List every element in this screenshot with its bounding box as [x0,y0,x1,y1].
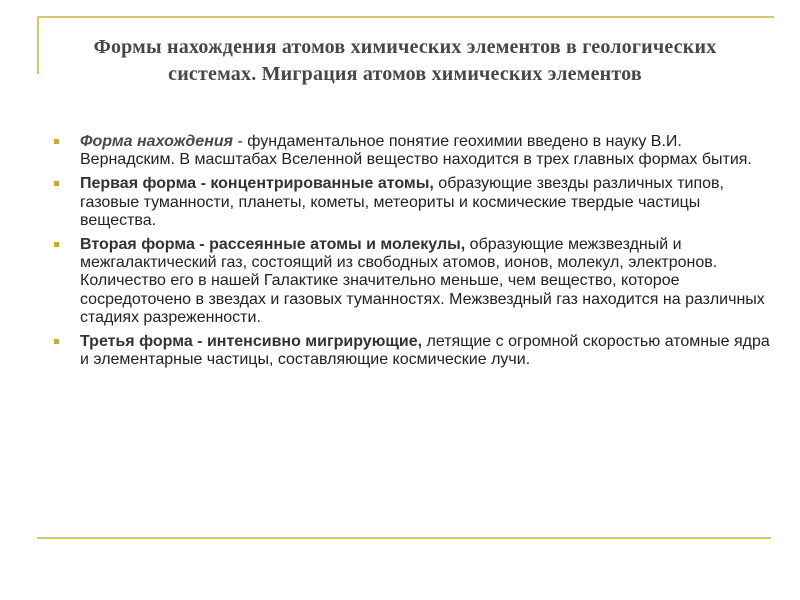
left-decorative-rule [37,16,39,74]
square-bullet-icon [54,181,59,186]
square-bullet-icon [54,242,59,247]
top-decorative-rule [37,16,774,18]
term-first-form: Первая форма - концентрированные атомы, [80,175,434,193]
list-item-third-form [54,333,774,369]
item-text: образующие звезды различных типов, газовые туманности, планеты, кометы, метеориты и космические твердые частицы вещества. [80,175,724,229]
term-second-form: Вторая форма - рассеянные атомы и молекулы, [80,236,466,254]
item-text: летящие с огромной скоростью атомные ядра и элементарные частицы, составляющие космические лучи. [80,333,770,369]
list-item-second-form [54,236,774,327]
item-text: образующие межзвездный и межгалактический газ, состоящий из свободных атомов, ионов, молекул, электронов. Количество его в нашей Галактике значительно меньше, чем вещество, которое сосредоточено в звездах и газовых туманностях. Межзвездный газ находится на различных стадиях разреженности. [80,236,765,326]
bullet-list [54,133,774,375]
term-third-form: Третья форма - интенсивно мигрирующие, [80,333,423,351]
slide-title: Формы нахождения атомов химических элементов в геологических системах. Миграция атомов химических элементов [93,36,717,85]
item-text: - фундаментальное понятие геохимии введено в науку В.И. Вернадским. В масштабах Вселенной вещество находится в трех главных формах бытия. [80,133,752,169]
list-item-first-form [54,175,774,230]
bottom-decorative-rule [37,537,771,539]
square-bullet-icon [54,339,59,344]
list-item-form-of-existence [54,133,774,169]
square-bullet-icon [54,139,59,144]
term-form-of-existence: Форма нахождения [80,133,234,150]
